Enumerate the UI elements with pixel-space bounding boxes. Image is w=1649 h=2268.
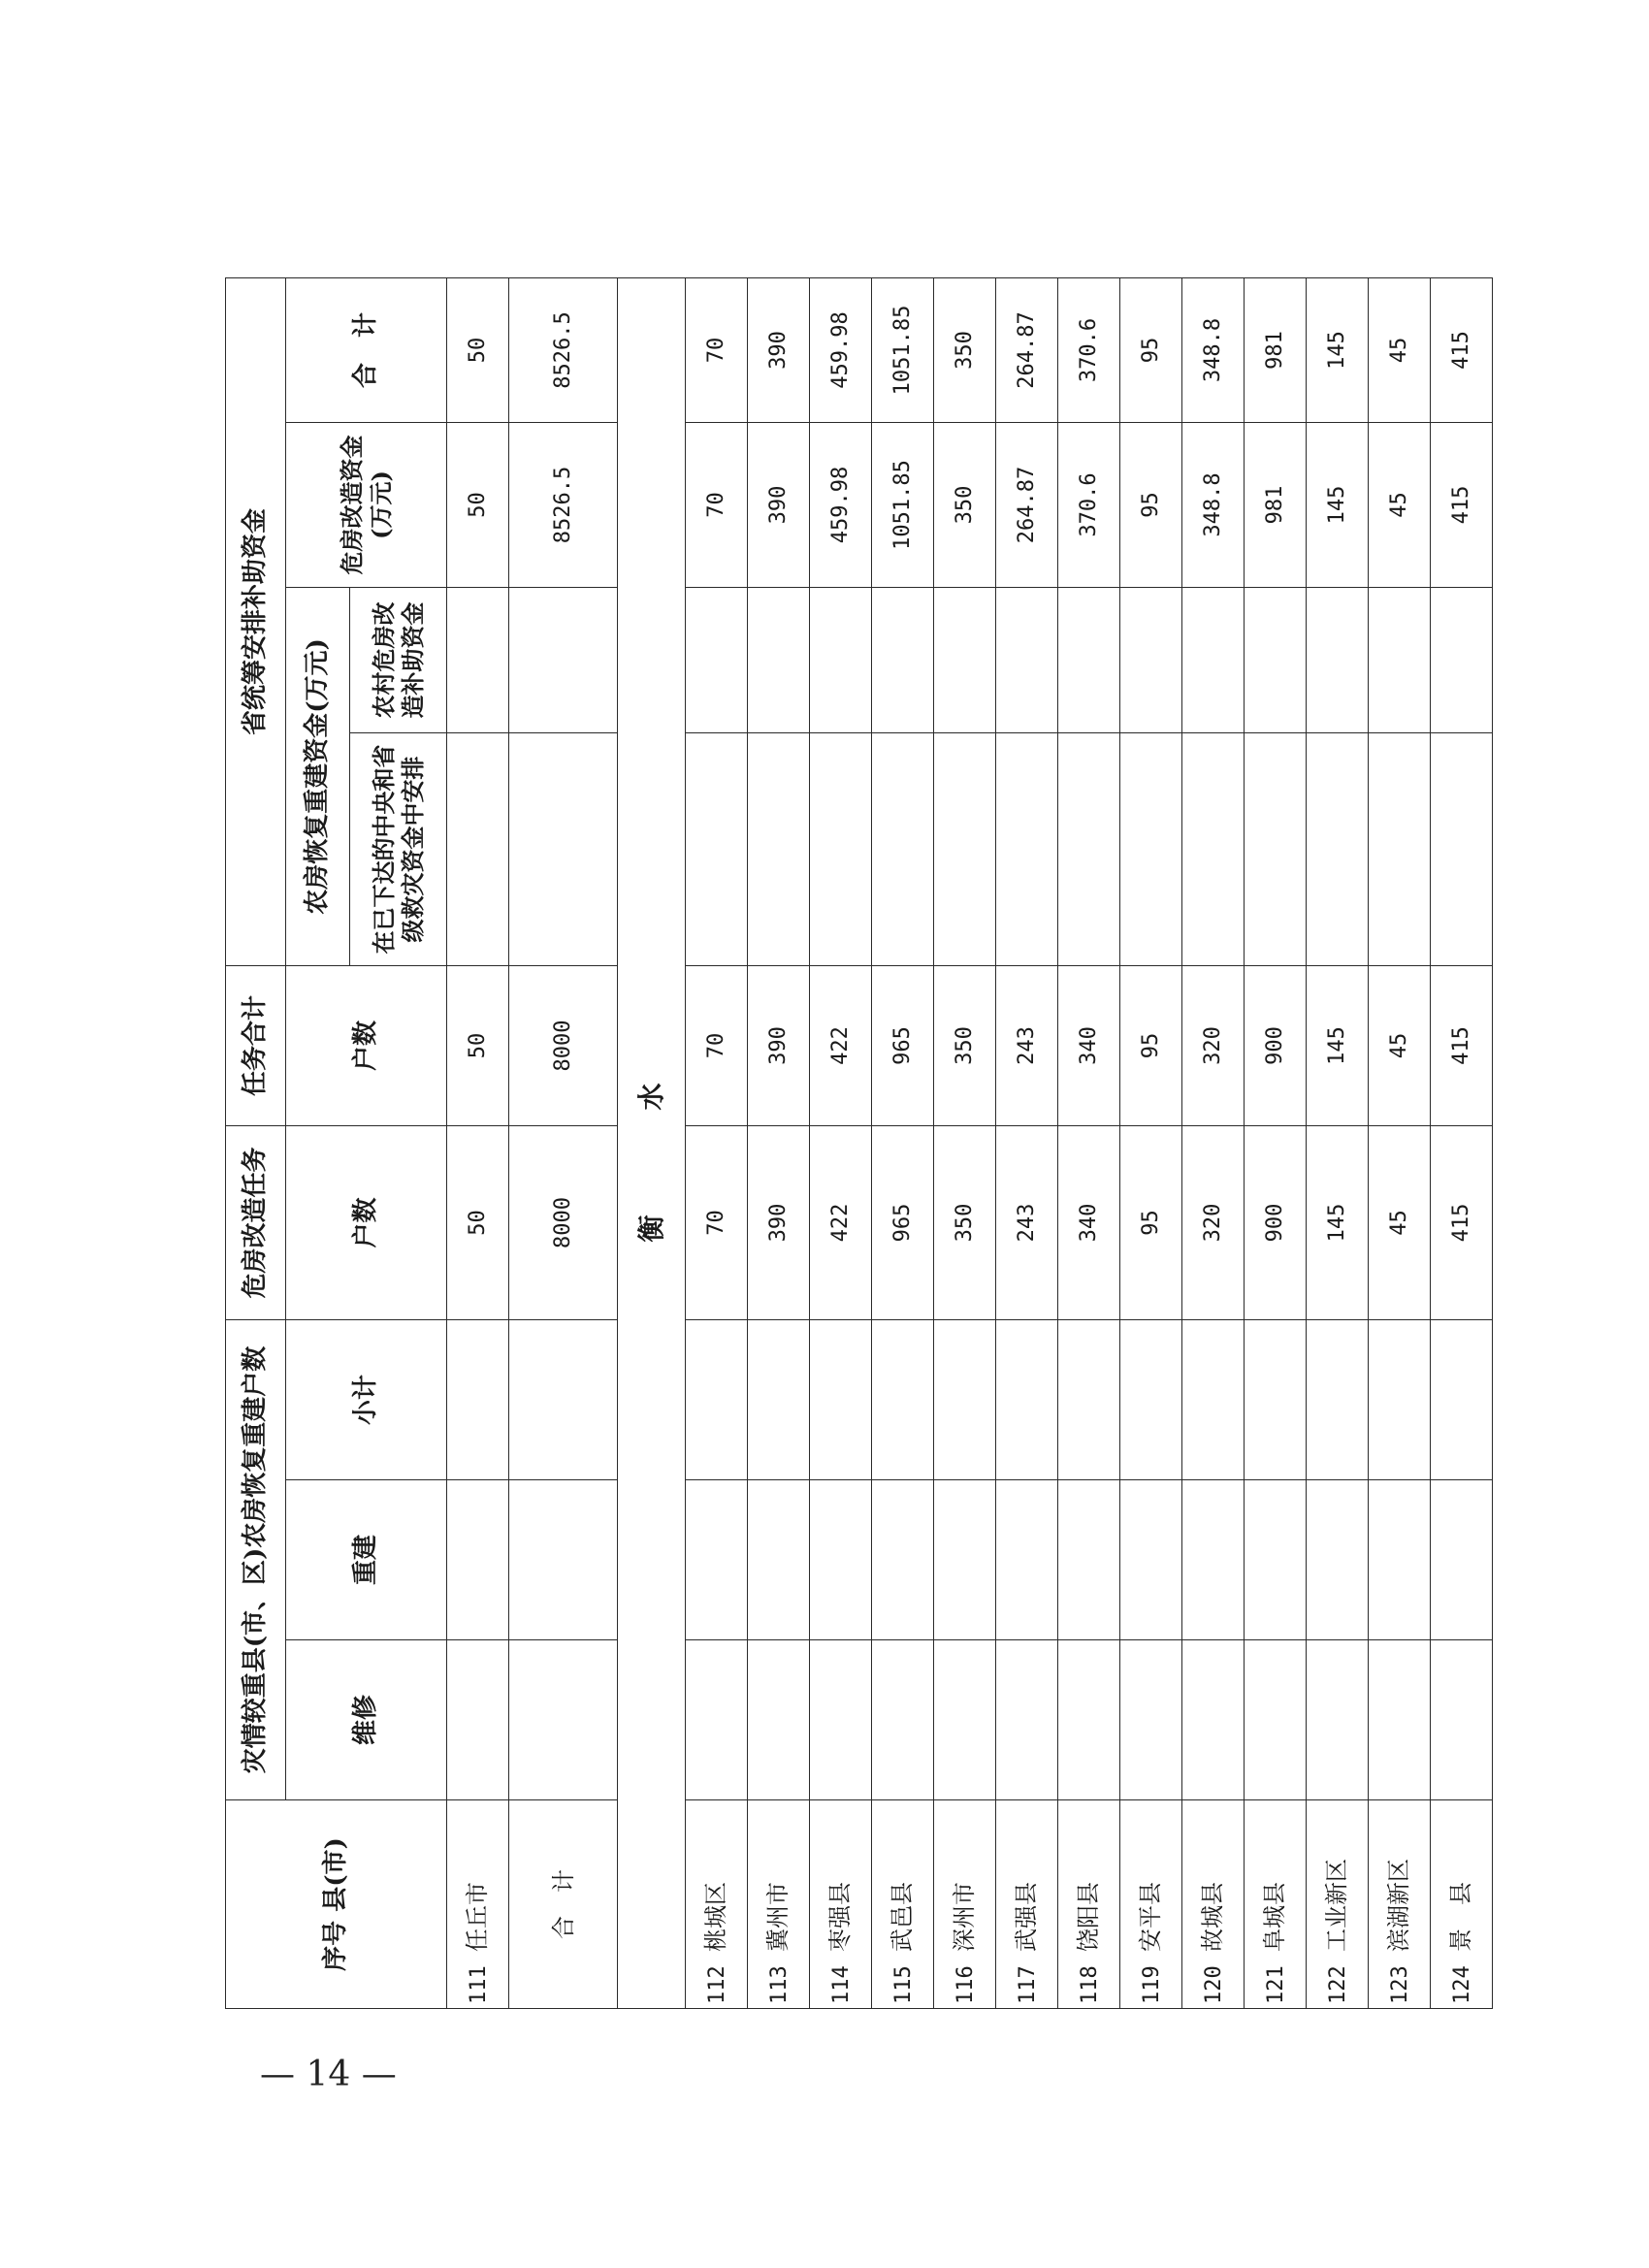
subsidy-table xyxy=(225,277,1493,2009)
task-hu: 390 xyxy=(748,1125,810,1319)
task-hu: 8000 xyxy=(509,1125,618,1319)
county-name: 武强县 xyxy=(1013,1882,1041,1952)
row-total: 415 xyxy=(1431,277,1493,422)
header-task-total: 任务合计 xyxy=(226,965,286,1125)
row-total: 1051.85 xyxy=(872,277,934,422)
county-name: 滨湖新区 xyxy=(1385,1859,1413,1952)
header-central-provincial: 在已下达的中央和省级救灾资金中安排 xyxy=(350,732,447,965)
total-hu: 8000 xyxy=(509,965,618,1125)
dangerous-fund: 50 xyxy=(447,422,509,587)
row-number: 115 xyxy=(891,1965,917,2004)
county-name: 饶阳县 xyxy=(1075,1882,1103,1952)
county-name: 景 县 xyxy=(1447,1882,1475,1952)
task-hu: 415 xyxy=(1431,1125,1493,1319)
total-hu: 145 xyxy=(1307,965,1369,1125)
subtotal-row xyxy=(509,277,618,2008)
table-row xyxy=(748,277,810,2008)
total-hu: 415 xyxy=(1431,965,1493,1125)
row-total: 350 xyxy=(934,277,996,422)
dangerous-fund: 70 xyxy=(686,422,748,587)
county-name: 武邑县 xyxy=(889,1882,917,1952)
row-number: 121 xyxy=(1264,1965,1289,2004)
header-total-hu: 户数 xyxy=(286,965,447,1125)
table-row xyxy=(1431,277,1493,2008)
table-row xyxy=(447,277,509,2008)
header-disaster-group: 灾情较重县(市、区)农房恢复重建户数 xyxy=(226,1319,286,1799)
header-row-2 xyxy=(286,277,350,2008)
dangerous-fund: 45 xyxy=(1369,422,1431,587)
row-number: 120 xyxy=(1202,1965,1227,2004)
total-hu: 95 xyxy=(1120,965,1182,1125)
table-row xyxy=(1120,277,1182,2008)
county-name: 桃城区 xyxy=(702,1882,730,1952)
table-row xyxy=(996,277,1058,2008)
dangerous-fund: 348.8 xyxy=(1182,422,1245,587)
table-row xyxy=(810,277,872,2008)
total-hu: 390 xyxy=(748,965,810,1125)
task-hu: 243 xyxy=(996,1125,1058,1319)
header-chongjian: 重建 xyxy=(286,1480,447,1640)
total-hu: 350 xyxy=(934,965,996,1125)
county-name: 枣强县 xyxy=(826,1882,855,1952)
dangerous-fund: 390 xyxy=(748,422,810,587)
task-hu: 95 xyxy=(1120,1125,1182,1319)
row-number: 124 xyxy=(1450,1965,1475,2004)
region-title: 衡 水 xyxy=(618,277,686,2008)
county-name: 阜城县 xyxy=(1261,1882,1289,1952)
dangerous-fund: 95 xyxy=(1120,422,1182,587)
row-number: 112 xyxy=(705,1965,730,2004)
dangerous-fund: 8526.5 xyxy=(509,422,618,587)
header-seq-county: 序号 县(市) xyxy=(226,1800,447,2009)
row-total: 370.6 xyxy=(1058,277,1120,422)
row-total: 8526.5 xyxy=(509,277,618,422)
total-hu: 422 xyxy=(810,965,872,1125)
total-hu: 50 xyxy=(447,965,509,1125)
row-number: 118 xyxy=(1078,1965,1103,2004)
table-row xyxy=(1369,277,1431,2008)
dangerous-fund: 1051.85 xyxy=(872,422,934,587)
total-hu: 45 xyxy=(1369,965,1431,1125)
row-number: 119 xyxy=(1140,1965,1165,2004)
header-weixiu: 维修 xyxy=(286,1640,447,1800)
row-number: 113 xyxy=(767,1965,792,2004)
row-number: 114 xyxy=(829,1965,855,2004)
dangerous-fund: 264.87 xyxy=(996,422,1058,587)
header-heji: 合 计 xyxy=(286,277,447,422)
header-xiaoji: 小计 xyxy=(286,1319,447,1479)
header-rebuild-fund: 农房恢复重建资金(万元) xyxy=(286,587,350,965)
row-total: 348.8 xyxy=(1182,277,1245,422)
header-dangerous-fund: 危房改造资金(万元) xyxy=(286,422,447,587)
county-name: 工业新区 xyxy=(1323,1859,1351,1952)
page-number: — 14 — xyxy=(260,2055,397,2094)
table-row xyxy=(872,277,934,2008)
total-hu: 900 xyxy=(1245,965,1307,1125)
dangerous-fund: 415 xyxy=(1431,422,1493,587)
row-total: 390 xyxy=(748,277,810,422)
region-row xyxy=(618,277,686,2008)
row-total: 145 xyxy=(1307,277,1369,422)
county-name: 深州市 xyxy=(951,1882,979,1952)
dangerous-fund: 370.6 xyxy=(1058,422,1120,587)
row-total: 981 xyxy=(1245,277,1307,422)
header-rural-subsidy: 农村危房改造补助资金 xyxy=(350,587,447,732)
task-hu: 965 xyxy=(872,1125,934,1319)
task-hu: 900 xyxy=(1245,1125,1307,1319)
county-name: 冀州市 xyxy=(764,1882,792,1952)
total-hu: 243 xyxy=(996,965,1058,1125)
task-hu: 320 xyxy=(1182,1125,1245,1319)
subtotal-label: 合 计 xyxy=(509,1800,618,2009)
task-hu: 70 xyxy=(686,1125,748,1319)
row-number: 123 xyxy=(1388,1965,1413,2004)
table-row xyxy=(1245,277,1307,2008)
table-row xyxy=(1058,277,1120,2008)
table-row xyxy=(1307,277,1369,2008)
row-total: 70 xyxy=(686,277,748,422)
dangerous-fund: 350 xyxy=(934,422,996,587)
task-hu: 145 xyxy=(1307,1125,1369,1319)
task-hu: 50 xyxy=(447,1125,509,1319)
task-hu: 340 xyxy=(1058,1125,1120,1319)
row-number: 116 xyxy=(954,1965,979,2004)
dangerous-fund: 459.98 xyxy=(810,422,872,587)
table-row xyxy=(1182,277,1245,2008)
rotated-table-area xyxy=(225,278,1475,2009)
header-fund-group: 省统筹安排补助资金 xyxy=(226,277,286,965)
county-name: 故城县 xyxy=(1199,1882,1227,1952)
task-hu: 350 xyxy=(934,1125,996,1319)
task-hu: 422 xyxy=(810,1125,872,1319)
dangerous-fund: 981 xyxy=(1245,422,1307,587)
row-total: 50 xyxy=(447,277,509,422)
row-total: 264.87 xyxy=(996,277,1058,422)
county-name: 任丘市 xyxy=(464,1882,492,1952)
row-number: 111 xyxy=(467,1965,492,2004)
row-total: 459.98 xyxy=(810,277,872,422)
header-dangerous-task: 危房改造任务 xyxy=(226,1125,286,1319)
header-task-hu: 户数 xyxy=(286,1125,447,1319)
county-name: 安平县 xyxy=(1137,1882,1165,1952)
table-row xyxy=(686,277,748,2008)
row-number: 117 xyxy=(1016,1965,1041,2004)
total-hu: 70 xyxy=(686,965,748,1125)
row-total: 95 xyxy=(1120,277,1182,422)
table-row xyxy=(934,277,996,2008)
dangerous-fund: 145 xyxy=(1307,422,1369,587)
total-hu: 965 xyxy=(872,965,934,1125)
total-hu: 320 xyxy=(1182,965,1245,1125)
total-hu: 340 xyxy=(1058,965,1120,1125)
task-hu: 45 xyxy=(1369,1125,1431,1319)
row-number: 122 xyxy=(1326,1965,1351,2004)
row-total: 45 xyxy=(1369,277,1431,422)
county-rows xyxy=(686,277,1493,2008)
header-row-1 xyxy=(226,277,286,2008)
